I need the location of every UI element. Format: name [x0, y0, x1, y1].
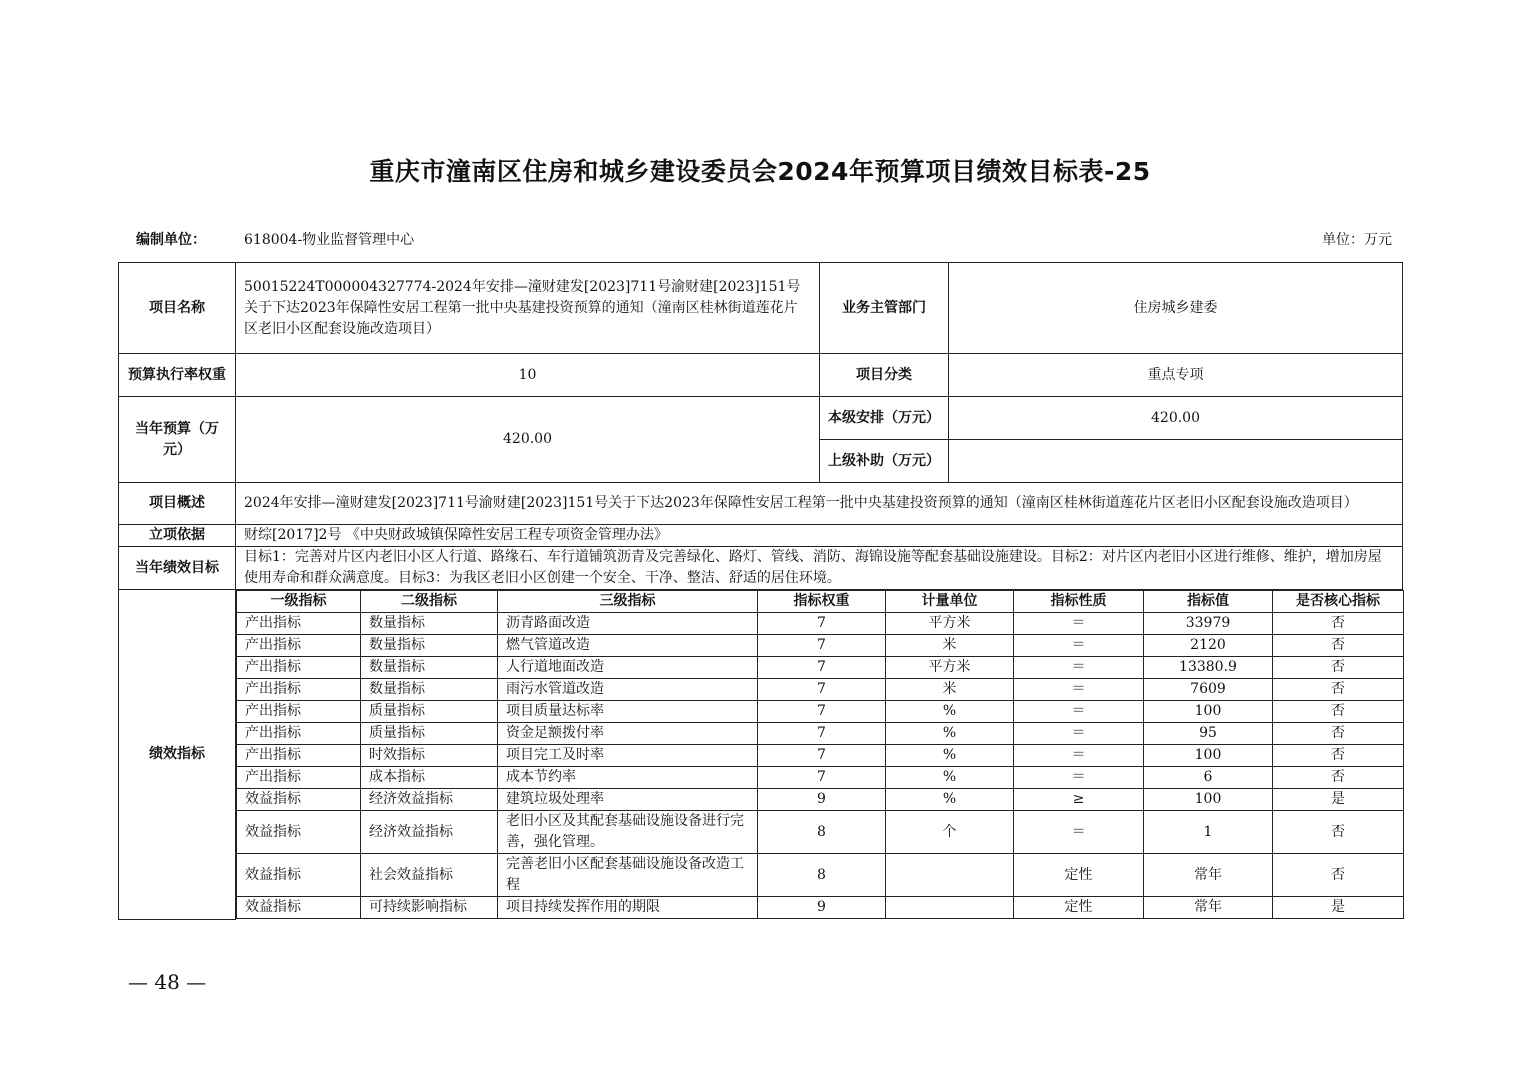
- table-row: [237, 854, 1404, 897]
- compile-unit-value: 618004-物业监督管理中心: [244, 232, 415, 248]
- core-indicator: 否: [1273, 657, 1404, 679]
- core-indicator: 否: [1273, 635, 1404, 657]
- indicator-value: 常年: [1144, 897, 1273, 919]
- level2-indicator: 社会效益指标: [361, 854, 498, 897]
- level3-indicator: 建筑垃圾处理率: [498, 789, 758, 811]
- indicator-header: 三级指标: [498, 591, 758, 613]
- table-row: [237, 745, 1404, 767]
- indicator-value: 13380.9: [1144, 657, 1273, 679]
- compile-unit-label: 编制单位：: [136, 232, 206, 248]
- level3-indicator: 人行道地面改造: [498, 657, 758, 679]
- upper-label: 上级补助（万元）: [820, 440, 949, 483]
- indicator-value: 33979: [1144, 613, 1273, 635]
- indicator-nature: ＝: [1014, 613, 1144, 635]
- indicator-value: 100: [1144, 701, 1273, 723]
- indicator-nature: ＝: [1014, 745, 1144, 767]
- level2-indicator: 数量指标: [361, 679, 498, 701]
- core-indicator: 否: [1273, 679, 1404, 701]
- indicator-nature: ＝: [1014, 635, 1144, 657]
- indicator-nature: 定性: [1014, 854, 1144, 897]
- indicator-value: 7609: [1144, 679, 1273, 701]
- indicator-value: 常年: [1144, 854, 1273, 897]
- local-value: 420.00: [949, 397, 1403, 440]
- indicator-weight: 7: [758, 767, 886, 789]
- table-row: [237, 789, 1404, 811]
- level3-indicator: 项目持续发挥作用的期限: [498, 897, 758, 919]
- currency-unit: 单位：万元: [1322, 232, 1392, 248]
- project-name: 50015224T000004327774-2024年安排—潼财建发[2023]711号渝财建[2023]151号关于下达2023年保障性安居工程第一批中央基建投资预算的通知（潼南区桂林街道莲花片区老旧小区配套设施改造项目）: [236, 263, 820, 354]
- indicator-header: 二级指标: [361, 591, 498, 613]
- indicator-weight: 7: [758, 635, 886, 657]
- level1-indicator: 效益指标: [237, 854, 361, 897]
- indicator-nature: ＝: [1014, 811, 1144, 854]
- core-indicator: 否: [1273, 613, 1404, 635]
- level3-indicator: 资金足额拨付率: [498, 723, 758, 745]
- page-number: — 48 —: [128, 970, 207, 994]
- measure-unit: [886, 897, 1014, 919]
- indicator-value: 1: [1144, 811, 1273, 854]
- table-row: [237, 679, 1404, 701]
- level2-indicator: 数量指标: [361, 635, 498, 657]
- category-value: 重点专项: [949, 354, 1403, 397]
- level1-indicator: 产出指标: [237, 701, 361, 723]
- level1-indicator: 效益指标: [237, 789, 361, 811]
- overview-label: 项目概述: [119, 483, 236, 525]
- table-row: [237, 657, 1404, 679]
- measure-unit: 米: [886, 679, 1014, 701]
- level1-indicator: 产出指标: [237, 679, 361, 701]
- level2-indicator: 成本指标: [361, 767, 498, 789]
- indicator-weight: 9: [758, 897, 886, 919]
- basis-label: 立项依据: [119, 525, 236, 547]
- core-indicator: 是: [1273, 897, 1404, 919]
- level2-indicator: 时效指标: [361, 745, 498, 767]
- exec-weight-value: 10: [236, 354, 820, 397]
- indicator-table: [236, 590, 1404, 919]
- category-label: 项目分类: [820, 354, 949, 397]
- level2-indicator: 经济效益指标: [361, 789, 498, 811]
- table-row: [237, 897, 1404, 919]
- level2-indicator: 数量指标: [361, 613, 498, 635]
- core-indicator: 否: [1273, 745, 1404, 767]
- indicator-weight: 7: [758, 701, 886, 723]
- core-indicator: 否: [1273, 767, 1404, 789]
- indicator-value: 100: [1144, 789, 1273, 811]
- measure-unit: 个: [886, 811, 1014, 854]
- level3-indicator: 项目完工及时率: [498, 745, 758, 767]
- level2-indicator: 经济效益指标: [361, 811, 498, 854]
- indicator-nature: ≥: [1014, 789, 1144, 811]
- basis-value: 财综[2017]2号 《中央财政城镇保障性安居工程专项资金管理办法》: [236, 525, 1403, 547]
- indicator-weight: 7: [758, 679, 886, 701]
- level1-indicator: 产出指标: [237, 635, 361, 657]
- page-title: 重庆市潼南区住房和城乡建设委员会2024年预算项目绩效目标表-25: [369, 157, 1151, 186]
- level2-indicator: 质量指标: [361, 723, 498, 745]
- indicators-label: 绩效指标: [119, 590, 236, 920]
- goal-label: 当年绩效目标: [119, 547, 236, 590]
- performance-table: [118, 262, 1403, 920]
- measure-unit: %: [886, 767, 1014, 789]
- indicator-value: 95: [1144, 723, 1273, 745]
- measure-unit: [886, 854, 1014, 897]
- level1-indicator: 产出指标: [237, 613, 361, 635]
- measure-unit: %: [886, 745, 1014, 767]
- level1-indicator: 产出指标: [237, 657, 361, 679]
- indicator-nature: ＝: [1014, 679, 1144, 701]
- indicator-weight: 7: [758, 613, 886, 635]
- budget-label: 当年预算（万元）: [119, 397, 236, 483]
- indicator-weight: 8: [758, 811, 886, 854]
- indicator-nature: ＝: [1014, 767, 1144, 789]
- indicator-weight: 8: [758, 854, 886, 897]
- indicator-value: 6: [1144, 767, 1273, 789]
- exec-weight-label: 预算执行率权重: [119, 354, 236, 397]
- measure-unit: 平方米: [886, 657, 1014, 679]
- level3-indicator: 沥青路面改造: [498, 613, 758, 635]
- indicator-weight: 9: [758, 789, 886, 811]
- indicator-header: 指标权重: [758, 591, 886, 613]
- level3-indicator: 燃气管道改造: [498, 635, 758, 657]
- level2-indicator: 质量指标: [361, 701, 498, 723]
- dept-value: 住房城乡建委: [949, 263, 1403, 354]
- measure-unit: %: [886, 723, 1014, 745]
- indicator-header: 一级指标: [237, 591, 361, 613]
- core-indicator: 否: [1273, 854, 1404, 897]
- level2-indicator: 数量指标: [361, 657, 498, 679]
- measure-unit: %: [886, 701, 1014, 723]
- level3-indicator: 成本节约率: [498, 767, 758, 789]
- level2-indicator: 可持续影响指标: [361, 897, 498, 919]
- indicator-nature: ＝: [1014, 701, 1144, 723]
- table-row: [237, 767, 1404, 789]
- measure-unit: 平方米: [886, 613, 1014, 635]
- indicator-header: 计量单位: [886, 591, 1014, 613]
- table-row: [237, 635, 1404, 657]
- level1-indicator: 效益指标: [237, 897, 361, 919]
- level3-indicator: 完善老旧小区配套基础设施设备改造工程: [498, 854, 758, 897]
- indicator-nature: ＝: [1014, 723, 1144, 745]
- indicator-header: 是否核心指标: [1273, 591, 1404, 613]
- indicator-value: 2120: [1144, 635, 1273, 657]
- table-row: [237, 701, 1404, 723]
- table-row: [237, 613, 1404, 635]
- upper-value: [949, 440, 1403, 483]
- level1-indicator: 产出指标: [237, 767, 361, 789]
- level3-indicator: 老旧小区及其配套基础设施设备进行完善，强化管理。: [498, 811, 758, 854]
- indicator-value: 100: [1144, 745, 1273, 767]
- local-label: 本级安排（万元）: [820, 397, 949, 440]
- measure-unit: 米: [886, 635, 1014, 657]
- indicator-weight: 7: [758, 723, 886, 745]
- goal-value: 目标1：完善对片区内老旧小区人行道、路缘石、车行道铺筑沥青及完善绿化、路灯、管线、消防、海锦设施等配套基础设施建设。目标2：对片区内老旧小区进行维修、维护，增加房屋使用寿命和群众满意度。目标3：为我区老旧小区创建一个安全、干净、整洁、舒适的居住环境。: [236, 547, 1403, 590]
- indicator-header: 指标值: [1144, 591, 1273, 613]
- level1-indicator: 效益指标: [237, 811, 361, 854]
- table-row: [237, 723, 1404, 745]
- level1-indicator: 产出指标: [237, 723, 361, 745]
- level1-indicator: 产出指标: [237, 745, 361, 767]
- budget-value: 420.00: [236, 397, 820, 483]
- indicator-weight: 7: [758, 745, 886, 767]
- core-indicator: 否: [1273, 723, 1404, 745]
- project-name-label: 项目名称: [119, 263, 236, 354]
- core-indicator: 否: [1273, 811, 1404, 854]
- indicator-header: 指标性质: [1014, 591, 1144, 613]
- dept-label: 业务主管部门: [820, 263, 949, 354]
- core-indicator: 否: [1273, 701, 1404, 723]
- indicator-nature: 定性: [1014, 897, 1144, 919]
- level3-indicator: 项目质量达标率: [498, 701, 758, 723]
- core-indicator: 是: [1273, 789, 1404, 811]
- level3-indicator: 雨污水管道改造: [498, 679, 758, 701]
- measure-unit: %: [886, 789, 1014, 811]
- overview-value: 2024年安排—潼财建发[2023]711号渝财建[2023]151号关于下达2023年保障性安居工程第一批中央基建投资预算的通知（潼南区桂林街道莲花片区老旧小区配套设施改造项目）: [236, 483, 1403, 525]
- indicator-nature: ＝: [1014, 657, 1144, 679]
- indicator-weight: 7: [758, 657, 886, 679]
- table-row: [237, 811, 1404, 854]
